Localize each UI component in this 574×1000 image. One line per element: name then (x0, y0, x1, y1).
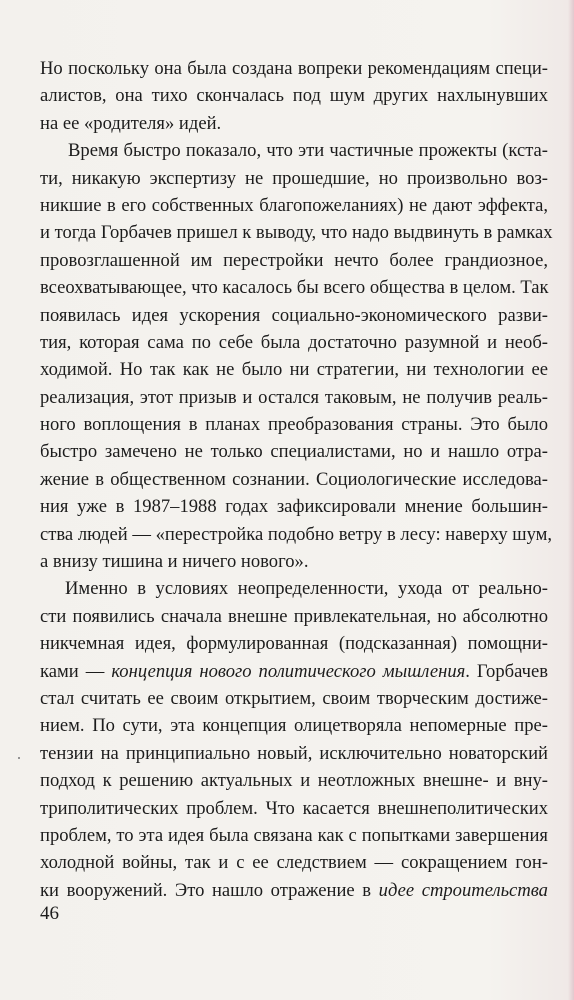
text-line: проблем, то эта идея была связана как с попытками завершения (40, 824, 548, 846)
text-line-with-emphasis (40, 658, 548, 685)
text-line: нием. По сути, эта концепция олицетворяла непомерные пре- (40, 715, 548, 737)
text-line: на ее «родителя» идей. (40, 112, 222, 134)
text-line: ти, никакую экспертизу не прошедшие, но произвольно воз- (40, 167, 548, 189)
text-line: триполитических проблем. Что касается внешнеполитических (40, 797, 548, 819)
text-line: быстро замечено не только специалистами, но и нашло отра- (40, 441, 548, 463)
text-line: Время быстро показало, что эти частичные прожекты (кста- (68, 140, 548, 162)
page-number: 46 (40, 903, 59, 924)
text-line: ния уже в 1987–1988 годах зафиксировали мнение большин- (40, 496, 548, 518)
text-line: а внизу тишина и ничего нового». (40, 551, 309, 573)
text-segment: ки вооружений. Это нашло отражение в (40, 879, 379, 901)
text-line: всеохватывающее, что касалось бы всего общества в целом. Так (40, 277, 549, 299)
text-line: алистов, она тихо скончалась под шум других нахлынувших (40, 85, 548, 107)
text-line: Именно в условиях неопределенности, ухода от реально- (65, 578, 548, 600)
text-line-with-emphasis (40, 877, 548, 904)
body-text (40, 55, 553, 904)
emphasized-term: идее строительства (378, 879, 548, 901)
text-line: Но поскольку она была создана вопреки рекомендациям специ- (40, 58, 548, 79)
text-line: ного воплощения в планах преобразования страны. Это было (40, 414, 548, 436)
text-line: холодной войны, так и с ее следствием — сокращением гон- (40, 852, 548, 874)
text-line: никшие в его собственных благопожеланиях) не дают эффекта, (40, 194, 548, 216)
text-line: тензии на принципиально новый, исключительно новаторский (40, 742, 548, 764)
page-edge (568, 0, 574, 1000)
text-line: провозглашенной им перестройки нечто более грандиозное, (40, 249, 548, 271)
emphasized-term: концепция нового политического мышления (111, 660, 466, 682)
text-line: ства людей — «перестройка подобно ветру в лесу: наверху шум, (40, 523, 553, 545)
text-line: ходимой. Но так как не было ни стратегии, ни технологии ее (40, 359, 548, 381)
text-line: сти появились сначала внешне привлекательная, но абсолютно (40, 605, 548, 627)
text-line: стал считать ее своим открытием, своим творческим достиже- (40, 687, 548, 709)
text-line: жение в общественном сознании. Социологические исследова- (40, 468, 548, 490)
text-line: реализация, этот призыв и остался таковым, не получив реаль- (40, 386, 548, 408)
text-line: и тогда Горбачев пришел к выводу, что надо выдвинуть в рамках (40, 222, 553, 244)
text-line: тия, которая сама по себе была достаточно разумной и необ- (40, 331, 548, 353)
text-segment: . Горбачев (465, 660, 548, 682)
text-line: подход к решению актуальных и неотложных внешне- и вну- (40, 770, 548, 792)
text-line: появилась идея ускорения социально-экономического разви- (40, 304, 548, 326)
text-line: никчемная идея, формулированная (подсказанная) помощни- (40, 633, 548, 655)
text-segment: ками — (40, 660, 112, 682)
print-speck (18, 757, 20, 759)
